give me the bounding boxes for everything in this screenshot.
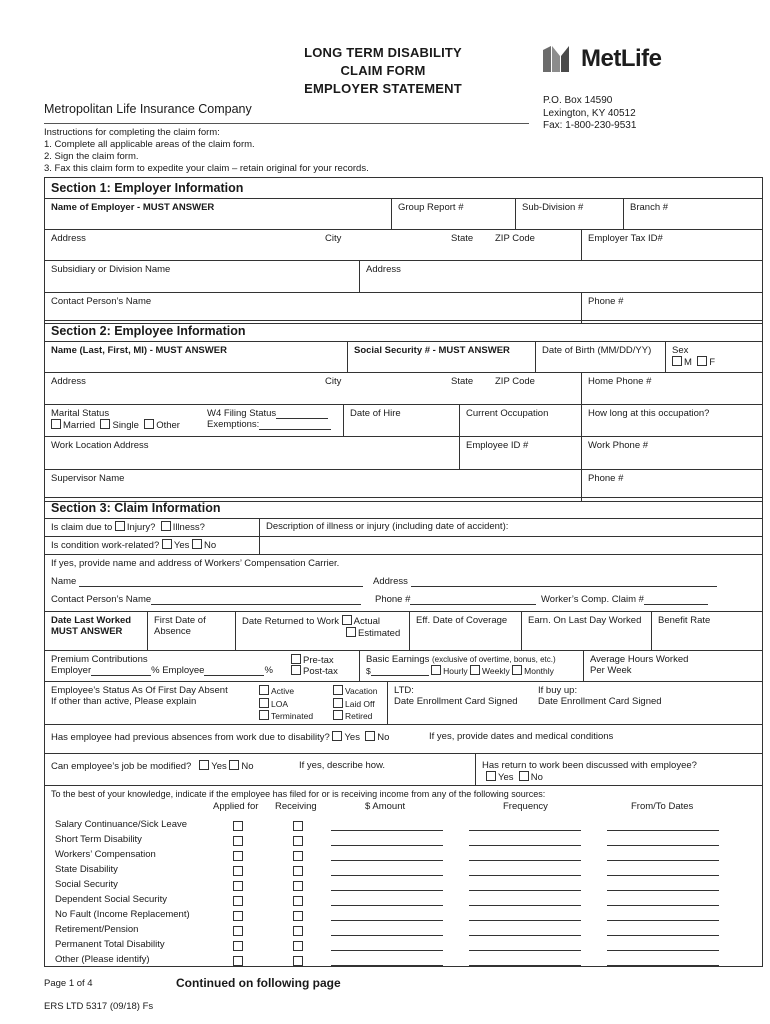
earn-last-day-field[interactable]: Earn. On Last Day Worked: [521, 612, 651, 650]
estimated-label: Estimated: [358, 628, 401, 639]
section-employer-info: [44, 177, 763, 324]
employee-row-4: [45, 437, 762, 470]
income-source-row: [45, 849, 762, 864]
contact-label: Contact Person’s Name: [51, 594, 152, 605]
income-source-row: [45, 954, 762, 969]
no-label: No: [241, 761, 254, 772]
enrollment-field[interactable]: [387, 682, 762, 724]
wc-claim-input[interactable]: [644, 594, 708, 605]
amount-input[interactable]: [331, 834, 443, 846]
no-label: No: [377, 732, 390, 743]
income-source-row: [45, 924, 762, 939]
checkbox[interactable]: [51, 419, 61, 429]
income-source-label: Social Security: [55, 879, 118, 890]
date-last-worked-label: Date Last Worked: [51, 615, 132, 626]
retired-label: Retired: [345, 711, 373, 721]
income-source-row: [45, 864, 762, 879]
income-source-row: [45, 909, 762, 924]
checkbox[interactable]: [365, 731, 375, 741]
status-label: Employee’s Status As Of First Day Absent: [51, 685, 228, 696]
receiving-checkbox[interactable]: [293, 866, 303, 876]
income-source-label: Dependent Social Security: [55, 894, 167, 905]
receiving-checkbox[interactable]: [293, 821, 303, 831]
address-line: Fax: 1-800-230-9531: [543, 120, 637, 131]
wc-name-input[interactable]: [79, 576, 363, 587]
employee-name-field[interactable]: Name (Last, First, MI) - MUST ANSWER: [51, 345, 227, 356]
other-label: Other: [156, 420, 180, 431]
applied-for-checkbox[interactable]: [233, 956, 243, 966]
amount-input[interactable]: [331, 924, 443, 936]
work-related-label: Is condition work-related?: [51, 540, 160, 551]
applied-for-checkbox[interactable]: [233, 896, 243, 906]
instruction-line: 2. Sign the claim form.: [44, 151, 139, 162]
frequency-input[interactable]: [469, 879, 581, 891]
section-claim-info: [44, 497, 763, 967]
earnings-input[interactable]: [371, 665, 429, 676]
page-number: Page 1 of 4: [44, 978, 93, 989]
section-employee-info: [44, 320, 763, 502]
checkbox[interactable]: [519, 771, 529, 781]
w4-field: [201, 405, 343, 436]
return-discussed-label: Has return to work been discussed with employee?: [482, 760, 697, 771]
continued-note: Continued on following page: [176, 976, 341, 990]
checkbox[interactable]: [342, 615, 352, 625]
buy-up-label: If buy up:: [538, 685, 578, 696]
header-divider: [44, 123, 529, 124]
laid-off-label: Laid Off: [345, 698, 375, 709]
sex-f-label: F: [709, 357, 716, 368]
frequency-input[interactable]: [469, 939, 581, 951]
supervisor-field[interactable]: Supervisor Name: [51, 473, 125, 484]
employer-label: Employer: [51, 665, 92, 676]
dollar-label: $: [366, 666, 371, 676]
address-label: Address: [51, 233, 86, 244]
zip-label: ZIP Code: [495, 376, 535, 387]
amount-input[interactable]: [331, 954, 443, 966]
checkbox[interactable]: [486, 771, 496, 781]
prev-followup-label: If yes, provide dates and medical conditions: [429, 731, 614, 742]
premium-field: [45, 651, 359, 681]
section-title: Section 1: Employer Information: [45, 178, 762, 199]
checkbox[interactable]: [161, 521, 171, 531]
checkbox[interactable]: [259, 698, 269, 708]
pct-label: %: [264, 665, 273, 676]
marital-label: Marital Status: [51, 408, 110, 419]
income-source-label: State Disability: [55, 864, 118, 875]
address-label: Address: [373, 576, 408, 587]
amount-header: $ Amount: [365, 801, 406, 812]
w4-label: W4 Filing Status: [207, 408, 277, 419]
section-title: Section 2: Employee Information: [45, 321, 762, 342]
date-returned-field[interactable]: [235, 612, 409, 650]
income-source-label: Other (Please identify): [55, 954, 150, 965]
active-label: Active: [271, 686, 295, 696]
from-to-input[interactable]: [607, 834, 719, 846]
income-sources-block: [45, 786, 762, 967]
amount-input[interactable]: [331, 864, 443, 876]
applied-for-checkbox[interactable]: [233, 926, 243, 936]
eff-date-field[interactable]: Eff. Date of Coverage: [409, 612, 521, 650]
must-answer-label: MUST ANSWER: [51, 626, 123, 637]
employee-pct-input[interactable]: [204, 665, 264, 676]
state-label: State: [451, 233, 474, 244]
from-to-input[interactable]: [607, 924, 719, 936]
home-phone-field[interactable]: Home Phone #: [581, 373, 762, 404]
checkbox[interactable]: [192, 539, 202, 549]
wc-address-line: [373, 576, 717, 587]
wc-instructions: If yes, provide name and address of Workers’ Compensation Carrier.: [51, 558, 340, 569]
return-discussed-field[interactable]: [475, 754, 762, 785]
status-options-1: [259, 685, 313, 723]
wc-claim-label: Worker’s Comp. Claim #: [541, 594, 644, 605]
claim-row-1: [45, 519, 762, 537]
phone-label: Phone #: [375, 594, 411, 605]
premium-label: Premium Contributions: [51, 654, 148, 665]
receiving-header: Receiving: [275, 801, 317, 812]
frequency-input[interactable]: [469, 819, 581, 831]
yes-label: Yes: [211, 761, 227, 772]
exemptions-line[interactable]: [259, 419, 331, 430]
checkbox[interactable]: [333, 698, 343, 708]
receiving-checkbox[interactable]: [293, 881, 303, 891]
subsidiary-field[interactable]: Subsidiary or Division Name: [51, 264, 171, 275]
job-modified-label: Can employee’s job be modified?: [51, 761, 192, 772]
avg-hours-label: Average Hours Worked: [590, 654, 689, 665]
claim-due-label: Is claim due to: [51, 522, 113, 533]
buy-enroll-label: Date Enrollment Card Signed: [538, 696, 662, 707]
prev-absences-label: Has employee had previous absences from work due to disability?: [51, 732, 330, 743]
checkbox[interactable]: [144, 419, 154, 429]
income-source-label: Short Term Disability: [55, 834, 142, 845]
basic-earnings-field: [359, 651, 583, 681]
metlife-logo-icon: [541, 44, 575, 79]
applied-for-checkbox[interactable]: [233, 911, 243, 921]
form-id: ERS LTD 5317 (09/18) Fs: [44, 1001, 154, 1012]
checkbox[interactable]: [431, 665, 441, 675]
receiving-checkbox[interactable]: [293, 836, 303, 846]
company-name: Metropolitan Life Insurance Company: [44, 102, 252, 116]
terminated-label: Terminated: [271, 711, 314, 721]
frequency-input[interactable]: [469, 849, 581, 861]
prev-absences-row: [45, 725, 762, 754]
tax-id-field[interactable]: Employer Tax ID#: [581, 230, 762, 260]
income-intro: To the best of your knowledge, indicate if the employee has filed for or is receiving income from any of the following sources:: [51, 789, 546, 799]
title-line: EMPLOYER STATEMENT: [304, 81, 462, 96]
checkbox[interactable]: [229, 760, 239, 770]
income-source-row: [45, 834, 762, 849]
income-source-row: [45, 939, 762, 954]
employer-row-3: [45, 261, 762, 293]
receiving-checkbox[interactable]: [293, 926, 303, 936]
applied-for-checkbox[interactable]: [233, 866, 243, 876]
post-tax-label: Post-tax: [303, 666, 338, 677]
checkbox[interactable]: [697, 356, 707, 366]
from-to-input[interactable]: [607, 894, 719, 906]
first-date-label: First Date of: [154, 615, 206, 626]
wc-carrier-block: [45, 555, 762, 612]
zip-label: ZIP Code: [495, 233, 535, 244]
employee-address-field[interactable]: [45, 373, 581, 404]
receiving-checkbox[interactable]: [293, 956, 303, 966]
hourly-label: Hourly: [443, 666, 468, 676]
wc-name-line: [51, 576, 363, 587]
status-options-2: [333, 685, 377, 723]
describe-label: If yes, describe how.: [299, 760, 386, 771]
applied-for-checkbox[interactable]: [233, 836, 243, 846]
address-label: Address: [51, 376, 86, 387]
state-label: State: [451, 376, 474, 387]
frequency-input[interactable]: [469, 909, 581, 921]
group-report-field[interactable]: Group Report #: [391, 199, 515, 229]
claim-row-2: [45, 537, 762, 555]
checkbox[interactable]: [332, 731, 342, 741]
amount-input[interactable]: [331, 849, 443, 861]
checkbox[interactable]: [346, 627, 356, 637]
from-to-input[interactable]: [607, 864, 719, 876]
checkbox[interactable]: [259, 685, 269, 695]
income-source-row: [45, 819, 762, 834]
receiving-checkbox[interactable]: [293, 911, 303, 921]
yes-label: Yes: [173, 540, 190, 551]
work-related-field: [45, 537, 259, 554]
from-to-input[interactable]: [607, 879, 719, 891]
checkbox[interactable]: [291, 665, 301, 675]
section-title: Section 3: Claim Information: [45, 498, 762, 519]
subsidiary-address-field[interactable]: Address: [359, 261, 762, 292]
contact-phone-field[interactable]: Phone #: [581, 293, 762, 323]
employer-pct-input[interactable]: [91, 665, 151, 676]
no-label: No: [204, 540, 217, 551]
per-week-label: Per Week: [590, 665, 632, 676]
instructions: [44, 127, 369, 175]
form-title: [268, 44, 498, 98]
checkbox[interactable]: [291, 654, 301, 664]
name-label: Name: [51, 576, 77, 587]
status-field: [45, 682, 387, 724]
occupation-field[interactable]: Current Occupation: [459, 405, 581, 436]
first-date-absence-field[interactable]: [147, 612, 235, 650]
employee-row-2: [45, 373, 762, 405]
checkbox[interactable]: [470, 665, 480, 675]
city-label: City: [325, 376, 342, 387]
work-phone-field[interactable]: Work Phone #: [581, 437, 762, 469]
income-source-label: Retirement/Pension: [55, 924, 139, 935]
single-label: Single: [112, 420, 139, 431]
from-to-header: From/To Dates: [631, 801, 694, 812]
w4-line[interactable]: [276, 408, 328, 419]
actual-label: Actual: [353, 616, 381, 627]
checkbox[interactable]: [333, 685, 343, 695]
applied-for-checkbox[interactable]: [233, 851, 243, 861]
income-source-label: No Fault (Income Replacement): [55, 909, 190, 920]
income-source-label: Salary Continuance/Sick Leave: [55, 819, 188, 830]
sex-label: Sex: [672, 345, 689, 356]
yes-label: Yes: [344, 732, 360, 743]
work-location-field[interactable]: Work Location Address: [51, 440, 149, 451]
applied-for-checkbox[interactable]: [233, 881, 243, 891]
frequency-input[interactable]: [469, 924, 581, 936]
if-other-label: If other than active, Please explain: [51, 696, 197, 707]
logo-wordmark: MetLife: [581, 45, 662, 72]
checkbox[interactable]: [259, 710, 269, 720]
amount-input[interactable]: [331, 879, 443, 891]
benefit-rate-field[interactable]: Benefit Rate: [651, 612, 762, 650]
monthly-label: Monthly: [524, 666, 554, 676]
wc-contact-input[interactable]: [151, 594, 361, 605]
exemptions-label: Exemptions:: [207, 419, 260, 430]
from-to-input[interactable]: [607, 939, 719, 951]
employer-row-1: [45, 199, 762, 230]
ssn-field[interactable]: Social Security # - MUST ANSWER: [347, 342, 535, 372]
absence-label: Absence: [154, 626, 191, 637]
loa-label: LOA: [271, 698, 289, 709]
marital-status-field: [45, 405, 201, 436]
from-to-input[interactable]: [607, 849, 719, 861]
receiving-checkbox[interactable]: [293, 851, 303, 861]
employee-row-3: [45, 405, 762, 437]
subdivision-field[interactable]: Sub-Division #: [515, 199, 623, 229]
pre-tax-label: Pre-tax: [303, 655, 334, 666]
employee-label: % Employee: [151, 665, 205, 676]
wc-claim-line: [541, 594, 708, 605]
applied-for-checkbox[interactable]: [233, 941, 243, 951]
title-line: LONG TERM DISABILITY: [304, 45, 462, 60]
income-source-label: Workers’ Compensation: [55, 849, 156, 860]
how-long-field[interactable]: How long at this occupation?: [581, 405, 762, 436]
instruction-line: 1. Complete all applicable areas of the claim form.: [44, 139, 255, 150]
from-to-input[interactable]: [607, 909, 719, 921]
wc-contact-line: [51, 594, 361, 605]
from-to-input[interactable]: [607, 954, 719, 966]
job-modified-field[interactable]: [45, 754, 475, 785]
job-modified-row: [45, 754, 762, 786]
wc-phone-input[interactable]: [410, 594, 536, 605]
receiving-checkbox[interactable]: [293, 896, 303, 906]
employee-id-field[interactable]: Employee ID #: [459, 437, 581, 469]
no-label: No: [530, 772, 543, 783]
sex-m-label: M: [684, 357, 692, 368]
employee-row-1: [45, 342, 762, 373]
amount-input[interactable]: [331, 909, 443, 921]
earnings-row: [45, 651, 762, 682]
income-source-row: [45, 894, 762, 909]
basic-note: (exclusive of overtime, bonus, etc.): [432, 655, 556, 664]
checkbox[interactable]: [199, 760, 209, 770]
claim-dates-row: [45, 612, 762, 651]
mailing-address: [543, 95, 636, 133]
address-line: P.O. Box 14590: [543, 95, 613, 106]
date-returned-label: Date Returned to Work: [242, 616, 339, 627]
frequency-header: Frequency: [503, 801, 548, 812]
employer-name-field[interactable]: Name of Employer - MUST ANSWER: [51, 202, 215, 213]
amount-input[interactable]: [331, 894, 443, 906]
basic-earnings-label: Basic Earnings: [366, 654, 430, 665]
supervisor-phone-field[interactable]: Phone #: [581, 470, 762, 501]
married-label: Married: [63, 420, 96, 431]
ltd-label: LTD:: [394, 685, 414, 696]
wc-phone-line: [375, 594, 536, 605]
yes-label: Yes: [498, 772, 514, 783]
checkbox[interactable]: [162, 539, 172, 549]
income-source-row: [45, 879, 762, 894]
branch-field[interactable]: Branch #: [623, 199, 762, 229]
checkbox[interactable]: [672, 356, 682, 366]
frequency-input[interactable]: [469, 954, 581, 966]
injury-label: Injury?: [126, 522, 156, 533]
from-to-input[interactable]: [607, 819, 719, 831]
claim-due-field: [45, 519, 259, 536]
dob-field[interactable]: Date of Birth (MM/DD/YY): [535, 342, 665, 372]
checkbox[interactable]: [512, 665, 522, 675]
description-field[interactable]: Description of illness or injury (including date of accident):: [259, 519, 762, 554]
vacation-label: Vacation: [345, 686, 378, 696]
amount-input[interactable]: [331, 939, 443, 951]
instruction-line: 3. Fax this claim form to expedite your claim – retain original for your records.: [44, 163, 369, 174]
ltd-enroll-label: Date Enrollment Card Signed: [394, 696, 518, 707]
status-row: [45, 682, 762, 725]
checkbox[interactable]: [333, 710, 343, 720]
hire-date-field[interactable]: Date of Hire: [343, 405, 459, 436]
instruction-line: Instructions for completing the claim form:: [44, 127, 220, 138]
address-line: Lexington, KY 40512: [543, 107, 636, 119]
avg-hours-field[interactable]: [583, 651, 762, 681]
applied-for-checkbox[interactable]: [233, 821, 243, 831]
prev-absences-field[interactable]: [45, 725, 762, 753]
amount-input[interactable]: [331, 819, 443, 831]
frequency-input[interactable]: [469, 864, 581, 876]
receiving-checkbox[interactable]: [293, 941, 303, 951]
weekly-label: Weekly: [482, 666, 510, 676]
title-line: CLAIM FORM: [340, 63, 426, 78]
income-source-label: Permanent Total Disability: [55, 939, 165, 950]
applied-for-header: Applied for: [213, 801, 259, 812]
checkbox[interactable]: [115, 521, 125, 531]
city-label: City: [325, 233, 342, 244]
illness-label: Illness?: [172, 522, 205, 533]
checkbox[interactable]: [100, 419, 110, 429]
wc-address-input[interactable]: [411, 576, 717, 587]
date-last-worked-field[interactable]: [45, 612, 147, 650]
employer-row-2: [45, 230, 762, 261]
contact-name-field[interactable]: Contact Person’s Name: [51, 296, 152, 307]
frequency-input[interactable]: [469, 834, 581, 846]
income-rows: [45, 819, 762, 969]
employer-address-field[interactable]: [45, 230, 581, 260]
sex-field: [665, 342, 762, 372]
frequency-input[interactable]: [469, 894, 581, 906]
